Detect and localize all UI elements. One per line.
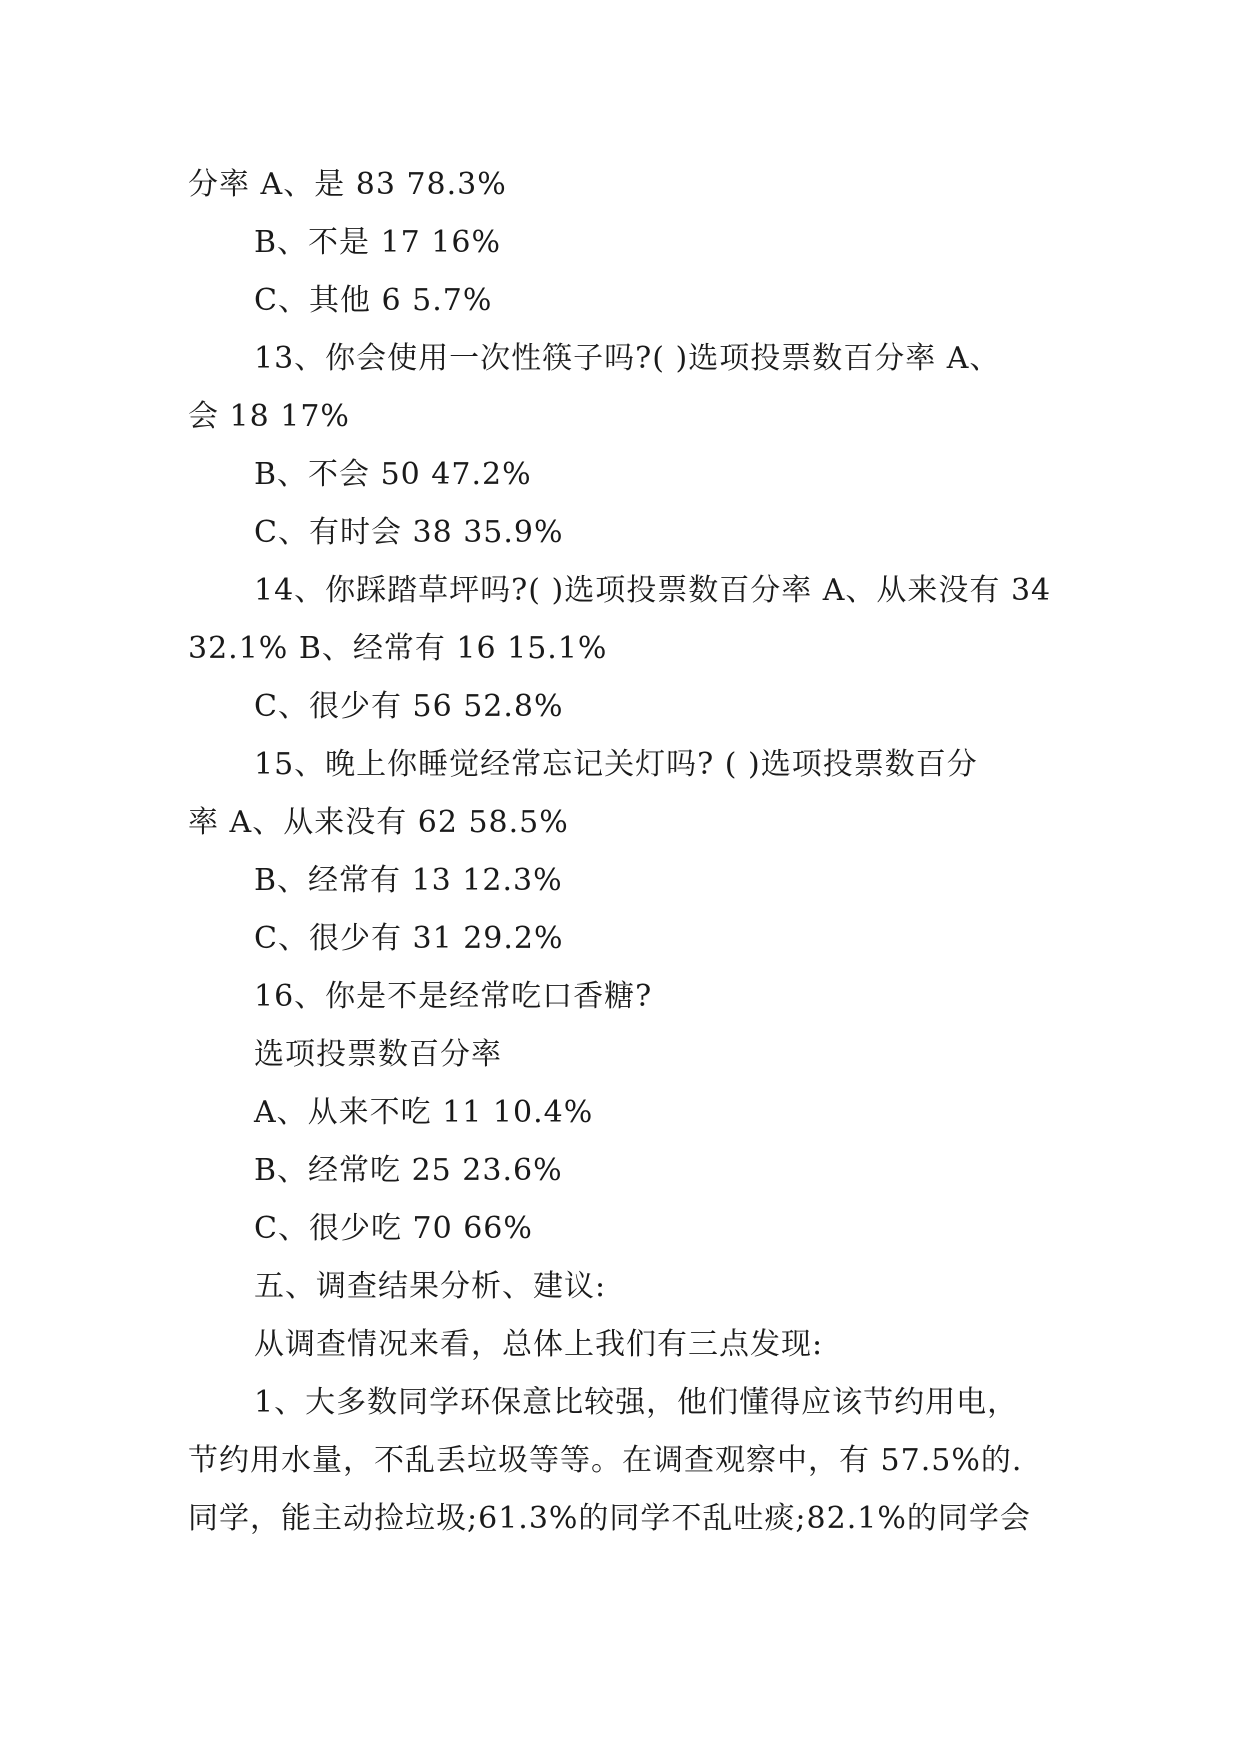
text-line: B、经常有 13 12.3%: [254, 863, 563, 898]
text-line: 选项投票数百分率: [254, 1037, 502, 1072]
text-line: 16、你是不是经常吃口香糖?: [254, 979, 653, 1014]
text-line: A、从来不吃 11 10.4%: [254, 1095, 594, 1130]
text-line: 从调查情况来看，总体上我们有三点发现:: [254, 1327, 824, 1362]
text-line: 节约用水量，不乱丢垃圾等等。在调查观察中，有 57.5%的.: [188, 1443, 1023, 1478]
text-line: 分率 A、是 83 78.3%: [188, 167, 507, 202]
text-line: 15、晚上你睡觉经常忘记关灯吗? ( )选项投票数百分: [254, 747, 978, 782]
text-line: 13、你会使用一次性筷子吗?( )选项投票数百分率 A、: [254, 341, 1001, 376]
section-heading: 五、调查结果分析、建议:: [254, 1269, 607, 1304]
text-line: C、很少有 56 52.8%: [254, 689, 564, 724]
text-line: 会 18 17%: [188, 399, 350, 434]
text-line: B、经常吃 25 23.6%: [254, 1153, 563, 1188]
text-line: 1、大多数同学环保意比较强，他们懂得应该节约用电，: [254, 1385, 1019, 1420]
text-line: B、不是 17 16%: [254, 225, 501, 260]
text-line: C、有时会 38 35.9%: [254, 515, 564, 550]
text-line: 14、你踩踏草坪吗?( )选项投票数百分率 A、从来没有 34: [254, 573, 1052, 608]
text-line: C、很少有 31 29.2%: [254, 921, 564, 956]
text-line: C、很少吃 70 66%: [254, 1211, 533, 1246]
text-line: 32.1% B、经常有 16 15.1%: [188, 631, 608, 666]
text-line: C、其他 6 5.7%: [254, 283, 493, 318]
text-line: 率 A、从来没有 62 58.5%: [188, 805, 569, 840]
text-line: 同学，能主动捡垃圾;61.3%的同学不乱吐痰;82.1%的同学会: [188, 1501, 1031, 1536]
text-line: B、不会 50 47.2%: [254, 457, 532, 492]
